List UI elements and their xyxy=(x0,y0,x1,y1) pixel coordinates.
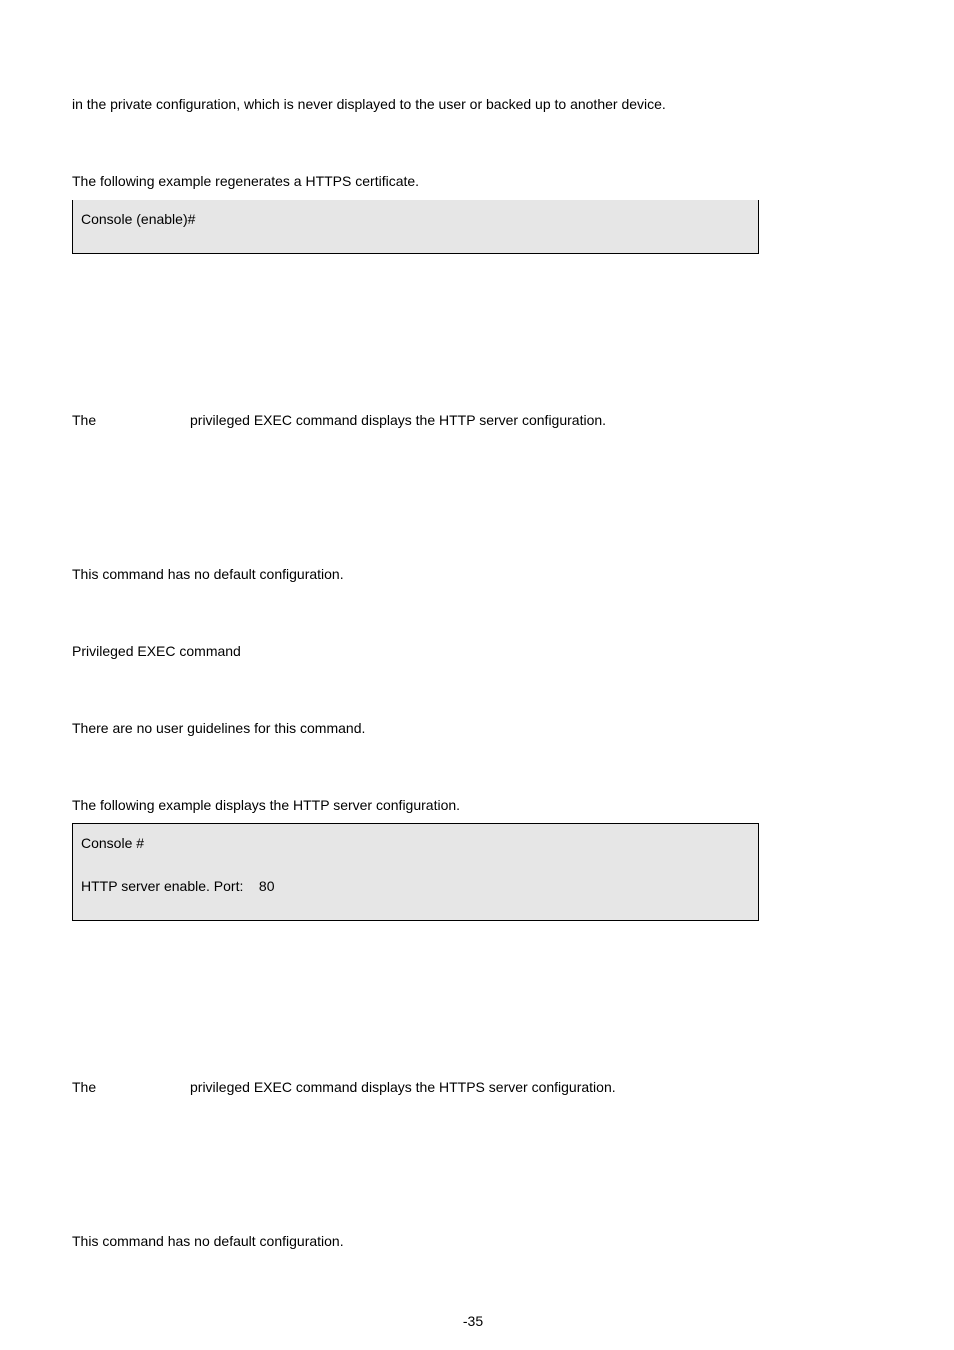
paragraph-command-mode: Privileged EXEC command xyxy=(72,643,241,659)
code-line-console-enable: Console (enable)# xyxy=(81,211,196,227)
page-number: -35 xyxy=(462,1313,484,1329)
paragraph-private-configuration: in the private configuration, which is never displayed to the user or backed up to another device. xyxy=(72,96,666,112)
paragraph-no-default-2: This command has no default configuration. xyxy=(72,1233,344,1249)
paragraph-rest: privileged EXEC command displays the HTTP server configuration. xyxy=(190,412,607,428)
code-example-box-1 xyxy=(72,200,759,254)
code-example-box-2 xyxy=(72,823,759,921)
code-line-http-server-port: HTTP server enable. Port: 80 xyxy=(81,878,275,894)
paragraph-example-regenerate: The following example regenerates a HTTPS certificate. xyxy=(72,173,420,189)
paragraph-prefix: The xyxy=(72,1079,97,1095)
paragraph-https-command-description xyxy=(72,1079,616,1095)
paragraph-http-command-description xyxy=(72,412,606,428)
paragraph-example-http: The following example displays the HTTP server configuration. xyxy=(72,797,461,813)
paragraph-no-default-1: This command has no default configuration. xyxy=(72,566,344,582)
paragraph-rest: privileged EXEC command displays the HTTPS server configuration. xyxy=(190,1079,616,1095)
paragraph-user-guidelines: There are no user guidelines for this command. xyxy=(72,720,366,736)
code-line-console: Console # xyxy=(81,835,145,851)
paragraph-prefix: The xyxy=(72,412,97,428)
